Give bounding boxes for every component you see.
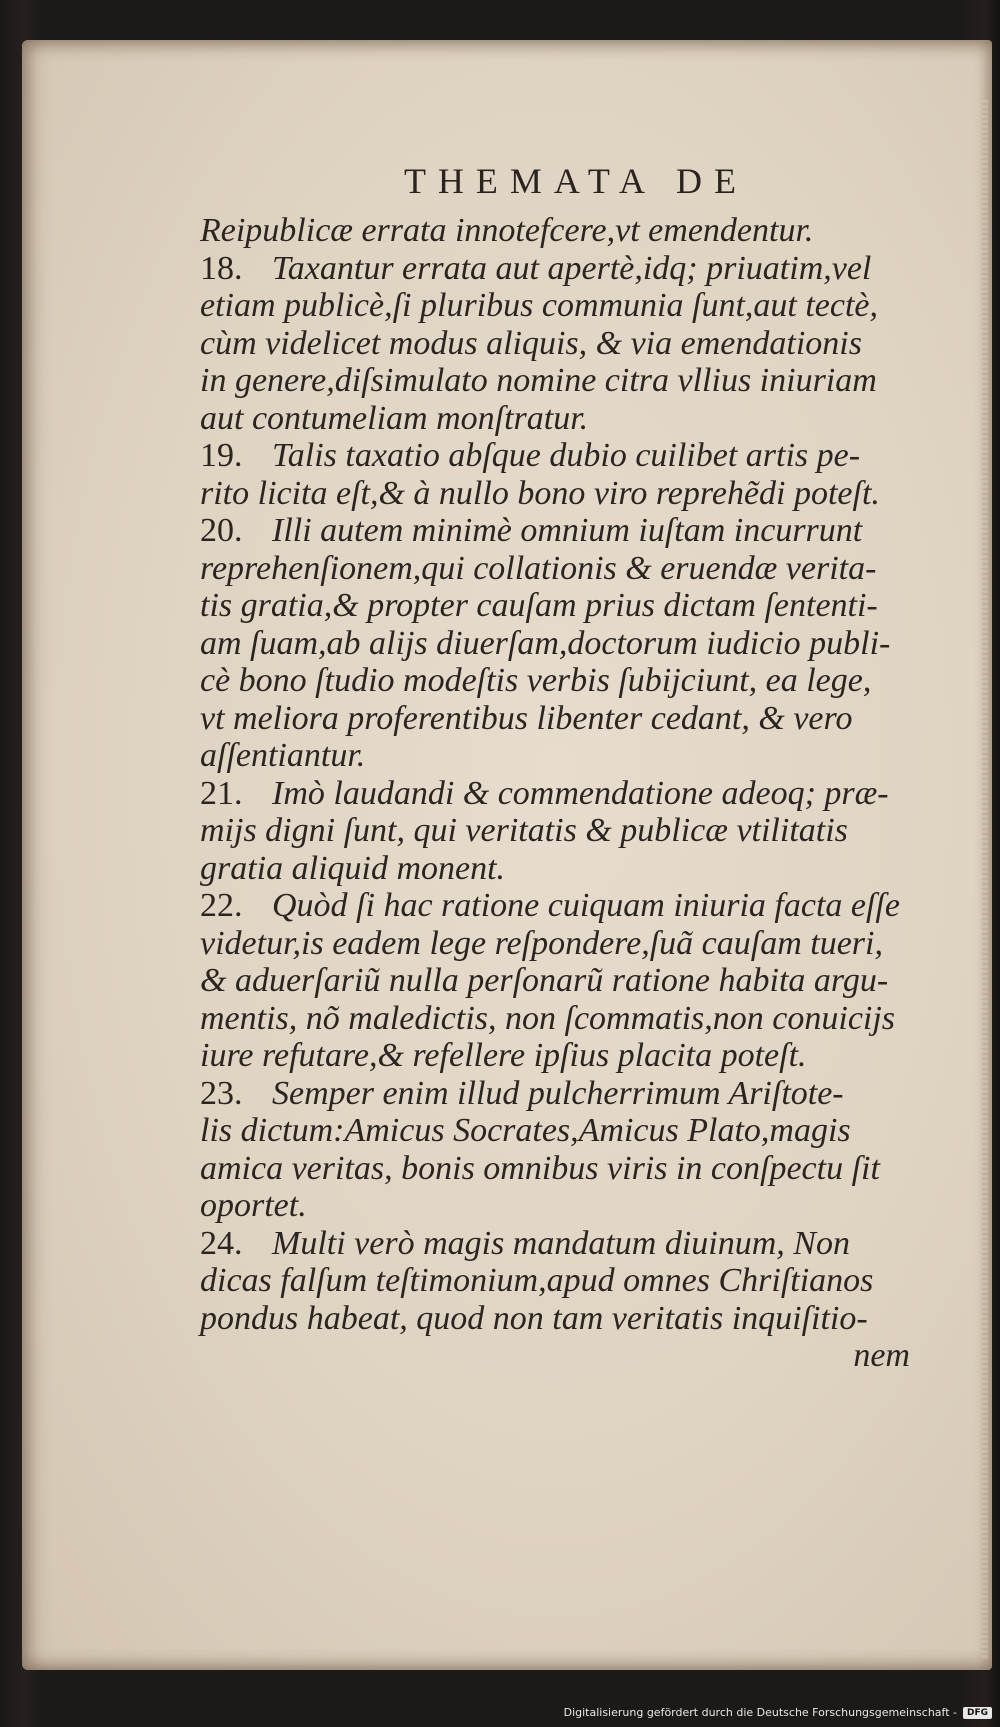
running-head: THEMATA DE: [403, 161, 749, 201]
paragraph-number: 18.: [200, 249, 243, 287]
text-line: [200, 587, 970, 625]
text-block: [200, 212, 970, 1375]
text-line: [200, 475, 970, 513]
text-line: [200, 400, 970, 438]
text-line: [200, 1000, 970, 1038]
line-text: gratia aliquid monent.: [200, 849, 506, 887]
text-line: [200, 287, 970, 325]
text-line: [200, 962, 970, 1000]
text-line: [200, 1075, 970, 1113]
text-line: [200, 1225, 970, 1263]
line-text: mijs digni ſunt, qui veritatis & publicæ vtilitatis: [200, 812, 848, 849]
line-text: iure refutare,& refellere ipſius placita poteſt.: [200, 1037, 807, 1074]
line-text: tis gratia,& propter cauſam prius dictam ſententi-: [200, 587, 878, 624]
dfg-logo-icon: DFG: [963, 1707, 992, 1719]
line-text: lis dictum:Amicus Socrates,Amicus Plato,magis: [200, 1112, 851, 1149]
page-edge: [982, 100, 988, 1660]
catchword: nem: [853, 1337, 910, 1374]
line-text: mentis, nõ maledictis, non ſcommatis,non conuicijs: [200, 999, 896, 1037]
line-text: pondus habeat, quod non tam veritatis inquiſitio-: [200, 1299, 868, 1337]
line-text: Quòd ſi hac ratione cuiquam iniuria facta eſſe: [272, 887, 900, 924]
line-text: Taxantur errata aut apertè,idq; priuatim,vel: [272, 249, 872, 287]
text-line: [200, 1037, 970, 1075]
line-text: aſſentiantur.: [200, 737, 366, 774]
text-line: [200, 1262, 970, 1300]
paragraph-number: 24.: [200, 1224, 243, 1262]
text-line: [200, 625, 970, 663]
text-line: [200, 212, 970, 250]
line-text: aut contumeliam monſtratur.: [200, 399, 589, 437]
text-line: [200, 250, 970, 288]
text-line: [200, 812, 970, 850]
text-line: [200, 1300, 970, 1338]
text-line: [200, 925, 970, 963]
digitization-credit: [564, 1706, 992, 1719]
text-line: [200, 850, 970, 888]
paragraph-number: 23.: [200, 1074, 243, 1112]
line-text: vt meliora proferentibus libenter cedant, & vero: [200, 699, 853, 737]
line-text: videtur,is eadem lege reſpondere,ſuã cauſam tueri,: [200, 924, 883, 962]
text-line: [200, 437, 970, 475]
text-line: [200, 1112, 970, 1150]
line-text: Imò laudandi & commendatione adeoq; præ-: [272, 774, 889, 812]
credit-text: Digitalisierung gefördert durch die Deutsche Forschungsgemeinschaft -: [563, 1706, 957, 1719]
paragraph-number: 21.: [200, 774, 243, 812]
text-line: [200, 362, 970, 400]
line-text: Illi autem minimè omnium iuſtam incurrunt: [272, 512, 863, 549]
line-text: dicas falſum teſtimonium,apud omnes Chriſtianos: [200, 1262, 874, 1299]
line-text: reprehenſionem,qui collationis & eruendæ verita-: [200, 549, 877, 587]
text-line: [200, 1150, 970, 1188]
paragraph-number: 20.: [200, 512, 243, 549]
line-text: in genere,diſsimulato nomine citra vllius iniuriam: [200, 362, 877, 399]
line-text: Multi verò magis mandatum diuinum, Non: [272, 1224, 850, 1262]
line-text: cè bono ſtudio modeſtis verbis ſubijciunt, ea lege,: [200, 662, 872, 699]
text-line: [200, 1187, 970, 1225]
text-line: [200, 512, 970, 550]
text-line: [200, 662, 970, 700]
line-text: amica veritas, bonis omnibus viris in conſpectu ſit: [200, 1149, 880, 1187]
text-line: [200, 550, 970, 588]
text-line: [200, 887, 970, 925]
text-line: [200, 700, 970, 738]
line-text: Semper enim illud pulcherrimum Ariſtote-: [272, 1074, 844, 1112]
line-text: Talis taxatio abſque dubio cuilibet artis pe-: [272, 437, 861, 474]
line-text: cùm videlicet modus aliquis, & via emendationis: [200, 324, 862, 362]
text-line: [200, 325, 970, 363]
line-text: Reipublicæ errata innotefcere,vt emendentur.: [200, 212, 814, 249]
paragraph-number: 22.: [200, 887, 243, 924]
line-text: & aduerſariũ nulla perſonarũ ratione habita argu-: [200, 962, 889, 999]
text-line: [200, 737, 970, 775]
paragraph-number: 19.: [200, 437, 243, 474]
line-text: oportet.: [200, 1187, 307, 1224]
line-text: am ſuam,ab alijs diuerſam,doctorum iudicio publi-: [200, 624, 891, 662]
line-text: rito licita eſt,& à nullo bono viro reprehẽdi poteſt.: [200, 474, 880, 512]
text-line: [200, 775, 970, 813]
line-text: etiam publicè,ſi pluribus communia ſunt,aut tectè,: [200, 287, 879, 324]
